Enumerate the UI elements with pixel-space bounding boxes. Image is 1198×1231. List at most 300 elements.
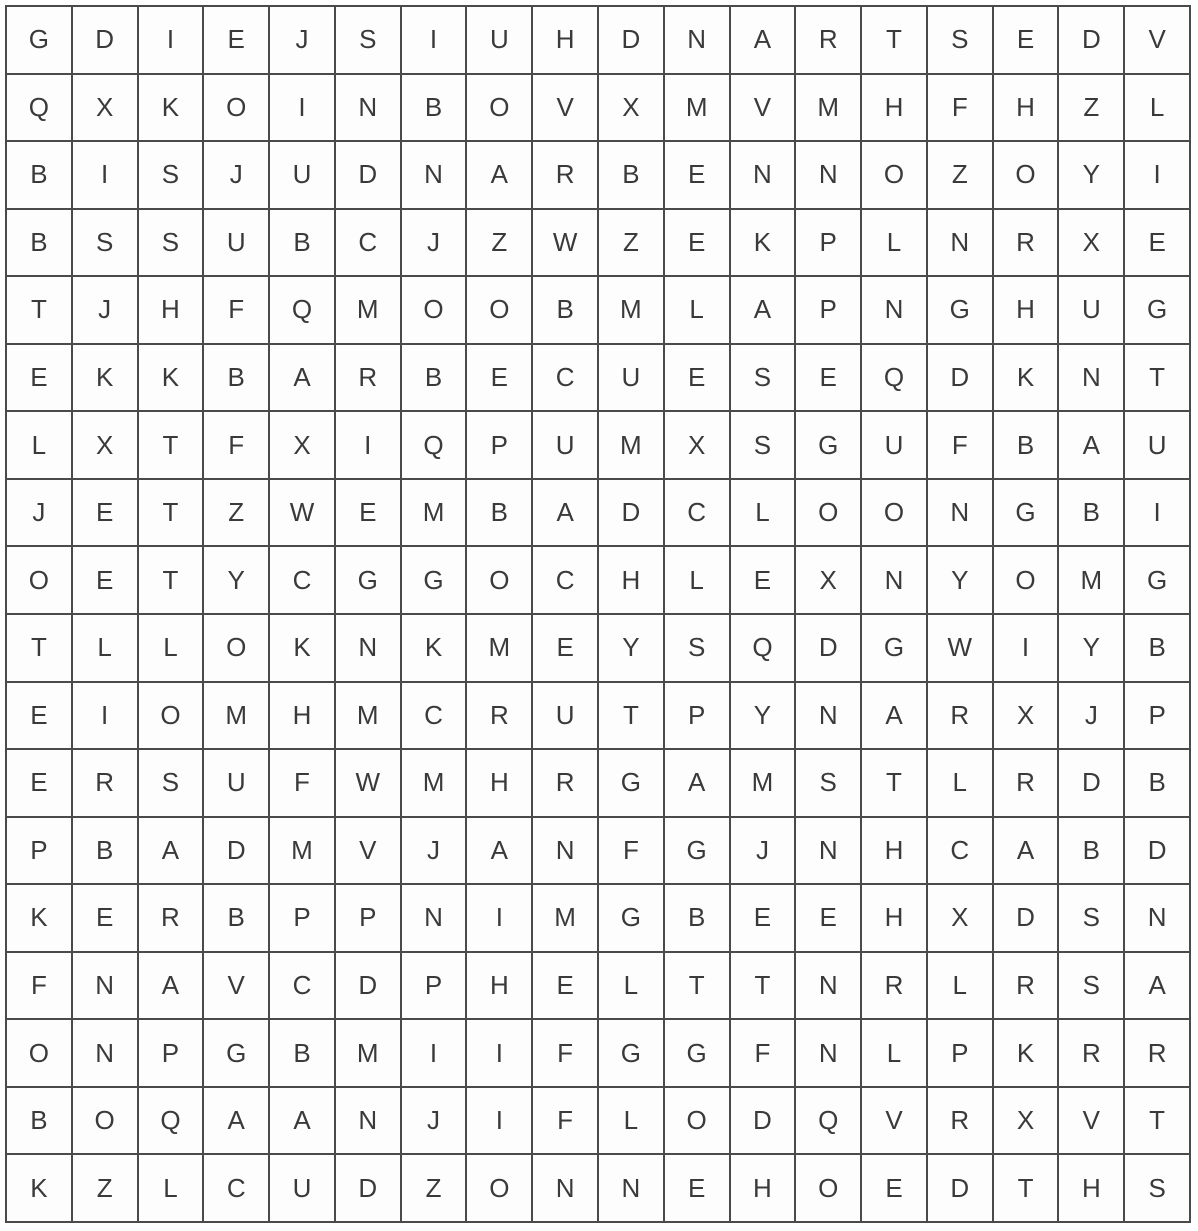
grid-cell[interactable]: S (731, 412, 797, 480)
grid-cell[interactable]: A (533, 480, 599, 548)
grid-cell[interactable]: O (73, 1088, 139, 1156)
grid-cell[interactable]: E (665, 1155, 731, 1223)
grid-cell[interactable]: O (665, 1088, 731, 1156)
grid-cell[interactable]: E (467, 345, 533, 413)
grid-cell[interactable]: U (533, 683, 599, 751)
grid-cell[interactable]: I (1125, 142, 1191, 210)
grid-cell[interactable]: M (1059, 547, 1125, 615)
grid-cell[interactable]: P (402, 953, 468, 1021)
grid-cell[interactable]: N (73, 1020, 139, 1088)
grid-cell[interactable]: X (796, 547, 862, 615)
grid-cell[interactable]: F (204, 412, 270, 480)
grid-cell[interactable]: B (533, 277, 599, 345)
grid-cell[interactable]: Y (204, 547, 270, 615)
grid-cell[interactable]: A (139, 818, 205, 886)
grid-cell[interactable]: C (665, 480, 731, 548)
grid-cell[interactable]: N (928, 480, 994, 548)
grid-cell[interactable]: Z (467, 210, 533, 278)
grid-cell[interactable]: A (270, 345, 336, 413)
grid-cell[interactable]: H (862, 75, 928, 143)
grid-cell[interactable]: F (928, 75, 994, 143)
grid-cell[interactable]: O (467, 277, 533, 345)
grid-cell[interactable]: G (599, 885, 665, 953)
grid-cell[interactable]: G (336, 547, 402, 615)
grid-cell[interactable]: N (1125, 885, 1191, 953)
grid-cell[interactable]: C (270, 953, 336, 1021)
grid-cell[interactable]: A (731, 7, 797, 75)
grid-cell[interactable]: R (1059, 1020, 1125, 1088)
grid-cell[interactable]: W (928, 615, 994, 683)
grid-cell[interactable]: U (204, 750, 270, 818)
grid-cell[interactable]: T (994, 1155, 1060, 1223)
grid-cell[interactable]: I (139, 7, 205, 75)
grid-cell[interactable]: C (336, 210, 402, 278)
grid-cell[interactable]: A (467, 142, 533, 210)
grid-cell[interactable]: H (862, 818, 928, 886)
grid-cell[interactable]: T (665, 953, 731, 1021)
grid-cell[interactable]: O (402, 277, 468, 345)
grid-cell[interactable]: F (731, 1020, 797, 1088)
grid-cell[interactable]: L (928, 750, 994, 818)
grid-cell[interactable]: B (7, 1088, 73, 1156)
grid-cell[interactable]: S (928, 7, 994, 75)
grid-cell[interactable]: S (139, 750, 205, 818)
grid-cell[interactable]: A (862, 683, 928, 751)
grid-cell[interactable]: E (862, 1155, 928, 1223)
grid-cell[interactable]: H (467, 750, 533, 818)
grid-cell[interactable]: L (599, 1088, 665, 1156)
grid-cell[interactable]: X (928, 885, 994, 953)
grid-cell[interactable]: N (402, 142, 468, 210)
grid-cell[interactable]: T (139, 547, 205, 615)
grid-cell[interactable]: F (928, 412, 994, 480)
grid-cell[interactable]: A (994, 818, 1060, 886)
grid-cell[interactable]: E (73, 547, 139, 615)
grid-cell[interactable]: G (796, 412, 862, 480)
grid-cell[interactable]: I (467, 885, 533, 953)
grid-cell[interactable]: U (599, 345, 665, 413)
grid-cell[interactable]: G (402, 547, 468, 615)
grid-cell[interactable]: A (270, 1088, 336, 1156)
grid-cell[interactable]: R (73, 750, 139, 818)
grid-cell[interactable]: E (533, 953, 599, 1021)
grid-cell[interactable]: S (336, 7, 402, 75)
grid-cell[interactable]: A (665, 750, 731, 818)
grid-cell[interactable]: K (731, 210, 797, 278)
grid-cell[interactable]: R (928, 1088, 994, 1156)
grid-cell[interactable]: M (533, 885, 599, 953)
grid-cell[interactable]: J (402, 818, 468, 886)
grid-cell[interactable]: J (7, 480, 73, 548)
grid-cell[interactable]: S (1059, 953, 1125, 1021)
grid-cell[interactable]: M (599, 412, 665, 480)
grid-cell[interactable]: F (204, 277, 270, 345)
grid-cell[interactable]: P (1125, 683, 1191, 751)
grid-cell[interactable]: M (336, 683, 402, 751)
grid-cell[interactable]: L (139, 1155, 205, 1223)
grid-cell[interactable]: N (533, 818, 599, 886)
grid-cell[interactable]: F (599, 818, 665, 886)
grid-cell[interactable]: X (665, 412, 731, 480)
grid-cell[interactable]: M (402, 480, 468, 548)
grid-cell[interactable]: R (796, 7, 862, 75)
grid-cell[interactable]: D (928, 345, 994, 413)
grid-cell[interactable]: U (862, 412, 928, 480)
grid-cell[interactable]: S (1059, 885, 1125, 953)
grid-cell[interactable]: J (402, 1088, 468, 1156)
grid-cell[interactable]: Z (1059, 75, 1125, 143)
grid-cell[interactable]: U (1059, 277, 1125, 345)
grid-cell[interactable]: D (336, 953, 402, 1021)
grid-cell[interactable]: L (7, 412, 73, 480)
grid-cell[interactable]: Z (599, 210, 665, 278)
grid-cell[interactable]: I (73, 683, 139, 751)
grid-cell[interactable]: B (270, 1020, 336, 1088)
grid-cell[interactable]: S (139, 142, 205, 210)
grid-cell[interactable]: N (336, 615, 402, 683)
grid-cell[interactable]: G (994, 480, 1060, 548)
grid-cell[interactable]: O (862, 142, 928, 210)
grid-cell[interactable]: J (204, 142, 270, 210)
grid-cell[interactable]: S (731, 345, 797, 413)
grid-cell[interactable]: L (599, 953, 665, 1021)
grid-cell[interactable]: E (73, 885, 139, 953)
grid-cell[interactable]: M (796, 75, 862, 143)
grid-cell[interactable]: T (139, 412, 205, 480)
grid-cell[interactable]: S (665, 615, 731, 683)
grid-cell[interactable]: A (139, 953, 205, 1021)
grid-cell[interactable]: B (665, 885, 731, 953)
grid-cell[interactable]: O (796, 1155, 862, 1223)
grid-cell[interactable]: F (533, 1088, 599, 1156)
grid-cell[interactable]: R (1125, 1020, 1191, 1088)
grid-cell[interactable]: A (731, 277, 797, 345)
grid-cell[interactable]: C (402, 683, 468, 751)
grid-cell[interactable]: I (1125, 480, 1191, 548)
grid-cell[interactable]: E (73, 480, 139, 548)
grid-cell[interactable]: V (1059, 1088, 1125, 1156)
grid-cell[interactable]: G (928, 277, 994, 345)
grid-cell[interactable]: T (731, 953, 797, 1021)
grid-cell[interactable]: E (336, 480, 402, 548)
grid-cell[interactable]: D (599, 480, 665, 548)
grid-cell[interactable]: F (270, 750, 336, 818)
grid-cell[interactable]: E (665, 142, 731, 210)
grid-cell[interactable]: X (73, 75, 139, 143)
grid-cell[interactable]: D (1059, 7, 1125, 75)
grid-cell[interactable]: T (1125, 345, 1191, 413)
grid-cell[interactable]: B (1125, 615, 1191, 683)
grid-cell[interactable]: P (796, 277, 862, 345)
grid-cell[interactable]: N (796, 683, 862, 751)
grid-cell[interactable]: N (796, 953, 862, 1021)
grid-cell[interactable]: S (73, 210, 139, 278)
grid-cell[interactable]: V (731, 75, 797, 143)
grid-cell[interactable]: K (73, 345, 139, 413)
grid-cell[interactable]: M (336, 277, 402, 345)
grid-cell[interactable]: H (270, 683, 336, 751)
grid-cell[interactable]: Q (7, 75, 73, 143)
grid-cell[interactable]: D (1125, 818, 1191, 886)
grid-cell[interactable]: N (862, 547, 928, 615)
grid-cell[interactable]: Z (928, 142, 994, 210)
grid-cell[interactable]: R (533, 142, 599, 210)
grid-cell[interactable]: H (467, 953, 533, 1021)
grid-cell[interactable]: R (533, 750, 599, 818)
grid-cell[interactable]: B (7, 142, 73, 210)
grid-cell[interactable]: D (796, 615, 862, 683)
grid-cell[interactable]: N (1059, 345, 1125, 413)
grid-cell[interactable]: A (467, 818, 533, 886)
grid-cell[interactable]: L (731, 480, 797, 548)
grid-cell[interactable]: R (994, 750, 1060, 818)
grid-cell[interactable]: M (204, 683, 270, 751)
grid-cell[interactable]: E (665, 210, 731, 278)
grid-cell[interactable]: N (796, 818, 862, 886)
grid-cell[interactable]: O (204, 75, 270, 143)
grid-cell[interactable]: P (796, 210, 862, 278)
grid-cell[interactable]: U (204, 210, 270, 278)
grid-cell[interactable]: Q (270, 277, 336, 345)
grid-cell[interactable]: L (862, 1020, 928, 1088)
grid-cell[interactable]: K (7, 885, 73, 953)
grid-cell[interactable]: R (139, 885, 205, 953)
grid-cell[interactable]: K (270, 615, 336, 683)
grid-cell[interactable]: L (73, 615, 139, 683)
grid-cell[interactable]: B (467, 480, 533, 548)
grid-cell[interactable]: H (533, 7, 599, 75)
grid-cell[interactable]: I (270, 75, 336, 143)
grid-cell[interactable]: B (73, 818, 139, 886)
grid-cell[interactable]: E (7, 750, 73, 818)
grid-cell[interactable]: H (599, 547, 665, 615)
grid-cell[interactable]: M (336, 1020, 402, 1088)
grid-cell[interactable]: B (1125, 750, 1191, 818)
grid-cell[interactable]: G (7, 7, 73, 75)
grid-cell[interactable]: G (599, 750, 665, 818)
grid-cell[interactable]: C (928, 818, 994, 886)
grid-cell[interactable]: X (270, 412, 336, 480)
grid-cell[interactable]: R (928, 683, 994, 751)
grid-cell[interactable]: K (994, 1020, 1060, 1088)
grid-cell[interactable]: G (599, 1020, 665, 1088)
grid-cell[interactable]: A (1125, 953, 1191, 1021)
grid-cell[interactable]: D (204, 818, 270, 886)
grid-cell[interactable]: U (467, 7, 533, 75)
grid-cell[interactable]: K (402, 615, 468, 683)
grid-cell[interactable]: R (994, 953, 1060, 1021)
grid-cell[interactable]: O (994, 547, 1060, 615)
grid-cell[interactable]: V (1125, 7, 1191, 75)
grid-cell[interactable]: G (1125, 277, 1191, 345)
grid-cell[interactable]: R (467, 683, 533, 751)
grid-cell[interactable]: N (402, 885, 468, 953)
grid-cell[interactable]: L (665, 277, 731, 345)
grid-cell[interactable]: Y (1059, 142, 1125, 210)
grid-cell[interactable]: E (796, 885, 862, 953)
grid-cell[interactable]: J (731, 818, 797, 886)
grid-cell[interactable]: T (7, 277, 73, 345)
grid-cell[interactable]: K (139, 345, 205, 413)
grid-cell[interactable]: Q (862, 345, 928, 413)
grid-cell[interactable]: S (796, 750, 862, 818)
grid-cell[interactable]: B (204, 345, 270, 413)
grid-cell[interactable]: M (665, 75, 731, 143)
grid-cell[interactable]: I (467, 1088, 533, 1156)
grid-cell[interactable]: V (204, 953, 270, 1021)
grid-cell[interactable]: H (862, 885, 928, 953)
grid-cell[interactable]: K (139, 75, 205, 143)
grid-cell[interactable]: E (533, 615, 599, 683)
grid-cell[interactable]: L (928, 953, 994, 1021)
grid-cell[interactable]: D (336, 1155, 402, 1223)
grid-cell[interactable]: N (796, 142, 862, 210)
grid-cell[interactable]: T (862, 750, 928, 818)
grid-cell[interactable]: E (1125, 210, 1191, 278)
grid-cell[interactable]: L (665, 547, 731, 615)
grid-cell[interactable]: R (862, 953, 928, 1021)
grid-cell[interactable]: P (336, 885, 402, 953)
grid-cell[interactable]: E (7, 345, 73, 413)
grid-cell[interactable]: E (204, 7, 270, 75)
grid-cell[interactable]: O (467, 547, 533, 615)
grid-cell[interactable]: L (139, 615, 205, 683)
grid-cell[interactable]: D (1059, 750, 1125, 818)
grid-cell[interactable]: N (336, 1088, 402, 1156)
grid-cell[interactable]: D (928, 1155, 994, 1223)
grid-cell[interactable]: Z (402, 1155, 468, 1223)
grid-cell[interactable]: J (402, 210, 468, 278)
grid-cell[interactable]: Y (731, 683, 797, 751)
grid-cell[interactable]: O (7, 547, 73, 615)
grid-cell[interactable]: K (7, 1155, 73, 1223)
grid-cell[interactable]: B (402, 75, 468, 143)
grid-cell[interactable]: G (1125, 547, 1191, 615)
grid-cell[interactable]: B (599, 142, 665, 210)
grid-cell[interactable]: F (7, 953, 73, 1021)
grid-cell[interactable]: H (1059, 1155, 1125, 1223)
grid-cell[interactable]: O (7, 1020, 73, 1088)
grid-cell[interactable]: O (467, 75, 533, 143)
grid-cell[interactable]: I (402, 7, 468, 75)
grid-cell[interactable]: F (533, 1020, 599, 1088)
grid-cell[interactable]: N (928, 210, 994, 278)
grid-cell[interactable]: B (402, 345, 468, 413)
grid-cell[interactable]: B (7, 210, 73, 278)
grid-cell[interactable]: V (533, 75, 599, 143)
grid-cell[interactable]: P (665, 683, 731, 751)
grid-cell[interactable]: S (139, 210, 205, 278)
grid-cell[interactable]: A (204, 1088, 270, 1156)
grid-cell[interactable]: P (467, 412, 533, 480)
grid-cell[interactable]: U (270, 142, 336, 210)
grid-cell[interactable]: N (862, 277, 928, 345)
grid-cell[interactable]: N (731, 142, 797, 210)
grid-cell[interactable]: D (599, 7, 665, 75)
grid-cell[interactable]: E (665, 345, 731, 413)
grid-cell[interactable]: M (402, 750, 468, 818)
grid-cell[interactable]: D (731, 1088, 797, 1156)
grid-cell[interactable]: B (1059, 480, 1125, 548)
grid-cell[interactable]: K (994, 345, 1060, 413)
grid-cell[interactable]: V (336, 818, 402, 886)
grid-cell[interactable]: D (73, 7, 139, 75)
grid-cell[interactable]: N (533, 1155, 599, 1223)
grid-cell[interactable]: Z (204, 480, 270, 548)
grid-cell[interactable]: P (270, 885, 336, 953)
grid-cell[interactable]: O (139, 683, 205, 751)
grid-cell[interactable]: Z (73, 1155, 139, 1223)
grid-cell[interactable]: Q (796, 1088, 862, 1156)
grid-cell[interactable]: T (862, 7, 928, 75)
grid-cell[interactable]: C (533, 345, 599, 413)
grid-cell[interactable]: U (1125, 412, 1191, 480)
grid-cell[interactable]: S (1125, 1155, 1191, 1223)
grid-cell[interactable]: X (73, 412, 139, 480)
grid-cell[interactable]: I (467, 1020, 533, 1088)
grid-cell[interactable]: M (599, 277, 665, 345)
grid-cell[interactable]: E (7, 683, 73, 751)
grid-cell[interactable]: E (796, 345, 862, 413)
grid-cell[interactable]: G (204, 1020, 270, 1088)
grid-cell[interactable]: B (994, 412, 1060, 480)
grid-cell[interactable]: E (731, 547, 797, 615)
grid-cell[interactable]: Y (599, 615, 665, 683)
grid-cell[interactable]: X (599, 75, 665, 143)
grid-cell[interactable]: H (994, 277, 1060, 345)
grid-cell[interactable]: B (1059, 818, 1125, 886)
grid-cell[interactable]: H (139, 277, 205, 345)
grid-cell[interactable]: Q (402, 412, 468, 480)
grid-cell[interactable]: G (665, 818, 731, 886)
grid-cell[interactable]: Q (139, 1088, 205, 1156)
grid-cell[interactable]: J (73, 277, 139, 345)
grid-cell[interactable]: M (467, 615, 533, 683)
grid-cell[interactable]: N (73, 953, 139, 1021)
grid-cell[interactable]: B (270, 210, 336, 278)
grid-cell[interactable]: G (862, 615, 928, 683)
grid-cell[interactable]: R (994, 210, 1060, 278)
grid-cell[interactable]: C (533, 547, 599, 615)
grid-cell[interactable]: X (1059, 210, 1125, 278)
grid-cell[interactable]: W (533, 210, 599, 278)
grid-cell[interactable]: X (994, 683, 1060, 751)
grid-cell[interactable]: R (336, 345, 402, 413)
grid-cell[interactable]: U (270, 1155, 336, 1223)
grid-cell[interactable]: M (731, 750, 797, 818)
grid-cell[interactable]: D (994, 885, 1060, 953)
grid-cell[interactable]: Y (1059, 615, 1125, 683)
grid-cell[interactable]: H (731, 1155, 797, 1223)
grid-cell[interactable]: B (204, 885, 270, 953)
grid-cell[interactable]: E (994, 7, 1060, 75)
grid-cell[interactable]: T (599, 683, 665, 751)
grid-cell[interactable]: J (270, 7, 336, 75)
grid-cell[interactable]: O (994, 142, 1060, 210)
grid-cell[interactable]: G (665, 1020, 731, 1088)
grid-cell[interactable]: P (139, 1020, 205, 1088)
grid-cell[interactable]: V (862, 1088, 928, 1156)
grid-cell[interactable]: T (1125, 1088, 1191, 1156)
grid-cell[interactable]: T (139, 480, 205, 548)
grid-cell[interactable]: I (994, 615, 1060, 683)
grid-cell[interactable]: I (336, 412, 402, 480)
grid-cell[interactable]: O (862, 480, 928, 548)
grid-cell[interactable]: T (7, 615, 73, 683)
grid-cell[interactable]: O (467, 1155, 533, 1223)
grid-cell[interactable]: W (270, 480, 336, 548)
grid-cell[interactable]: C (204, 1155, 270, 1223)
